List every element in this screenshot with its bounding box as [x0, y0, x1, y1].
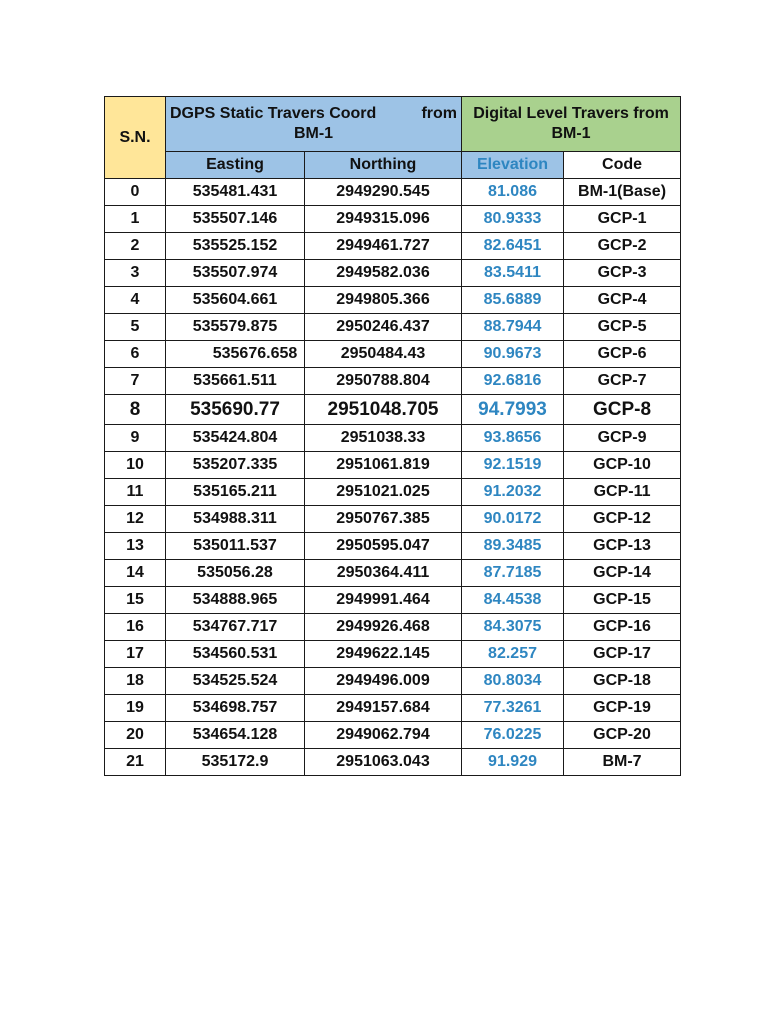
northing-cell: 2949062.794 — [305, 722, 462, 749]
easting-cell: 535172.9 — [166, 749, 305, 776]
table-row — [105, 749, 681, 776]
header-row — [105, 97, 681, 152]
northing-cell: 2950595.047 — [305, 533, 462, 560]
table-row — [105, 533, 681, 560]
northing-cell: 2949991.464 — [305, 587, 462, 614]
easting-cell: 535207.335 — [166, 452, 305, 479]
code-header: Code — [564, 152, 681, 179]
code-cell: GCP-5 — [564, 314, 681, 341]
table-row — [105, 614, 681, 641]
table-row — [105, 668, 681, 695]
easting-cell: 534560.531 — [166, 641, 305, 668]
subheader-row — [105, 152, 681, 179]
northing-cell: 2949315.096 — [305, 206, 462, 233]
easting-cell: 535690.77 — [166, 395, 305, 425]
sn-cell: 20 — [105, 722, 166, 749]
sn-cell: 4 — [105, 287, 166, 314]
code-cell: GCP-7 — [564, 368, 681, 395]
northing-cell: 2949461.727 — [305, 233, 462, 260]
sn-cell: 7 — [105, 368, 166, 395]
sn-cell: 21 — [105, 749, 166, 776]
easting-header: Easting — [166, 152, 305, 179]
code-cell: GCP-11 — [564, 479, 681, 506]
dgps-title-part2: from — [421, 105, 458, 122]
sn-cell: 10 — [105, 452, 166, 479]
northing-cell: 2950788.804 — [305, 368, 462, 395]
easting-cell: 535011.537 — [166, 533, 305, 560]
code-cell: BM-7 — [564, 749, 681, 776]
elevation-cell: 92.6816 — [462, 368, 564, 395]
code-cell: GCP-2 — [564, 233, 681, 260]
code-cell: GCP-17 — [564, 641, 681, 668]
elevation-cell: 82.257 — [462, 641, 564, 668]
easting-cell: 534525.524 — [166, 668, 305, 695]
elevation-cell: 87.7185 — [462, 560, 564, 587]
northing-cell: 2950484.43 — [305, 341, 462, 368]
table-row — [105, 233, 681, 260]
elevation-cell: 80.9333 — [462, 206, 564, 233]
sn-cell: 1 — [105, 206, 166, 233]
code-cell: GCP-6 — [564, 341, 681, 368]
easting-cell: 535481.431 — [166, 179, 305, 206]
easting-cell: 535661.511 — [166, 368, 305, 395]
table-row — [105, 425, 681, 452]
dgps-header — [166, 97, 462, 152]
easting-cell: 534698.757 — [166, 695, 305, 722]
northing-cell: 2949582.036 — [305, 260, 462, 287]
easting-cell: 535424.804 — [166, 425, 305, 452]
table-row — [105, 587, 681, 614]
sn-cell: 15 — [105, 587, 166, 614]
northing-cell: 2951048.705 — [305, 395, 462, 425]
code-cell: GCP-14 — [564, 560, 681, 587]
sn-cell: 9 — [105, 425, 166, 452]
sn-cell: 13 — [105, 533, 166, 560]
sn-cell: 11 — [105, 479, 166, 506]
table-row — [105, 506, 681, 533]
elevation-cell: 84.4538 — [462, 587, 564, 614]
sn-header: S.N. — [105, 97, 166, 179]
elevation-cell: 90.9673 — [462, 341, 564, 368]
elevation-cell: 92.1519 — [462, 452, 564, 479]
table-body — [105, 179, 681, 776]
elevation-cell: 81.086 — [462, 179, 564, 206]
elevation-cell: 90.0172 — [462, 506, 564, 533]
code-cell: GCP-9 — [564, 425, 681, 452]
easting-cell: 535507.146 — [166, 206, 305, 233]
elevation-cell: 77.3261 — [462, 695, 564, 722]
sn-cell: 17 — [105, 641, 166, 668]
northing-cell: 2950364.411 — [305, 560, 462, 587]
dgps-title-line2: BM-1 — [293, 125, 334, 142]
table-row — [105, 560, 681, 587]
table-row — [105, 452, 681, 479]
level-title-line2: BM-1 — [551, 125, 591, 142]
table-row — [105, 695, 681, 722]
elevation-cell: 84.3075 — [462, 614, 564, 641]
easting-cell: 535056.28 — [166, 560, 305, 587]
table-row — [105, 479, 681, 506]
elevation-cell: 93.8656 — [462, 425, 564, 452]
easting-cell: 535165.211 — [166, 479, 305, 506]
elevation-cell: 91.929 — [462, 749, 564, 776]
sn-cell: 19 — [105, 695, 166, 722]
northing-cell: 2949622.145 — [305, 641, 462, 668]
table-row — [105, 641, 681, 668]
elevation-cell: 88.7944 — [462, 314, 564, 341]
northing-cell: 2949157.684 — [305, 695, 462, 722]
code-cell: GCP-18 — [564, 668, 681, 695]
northing-cell: 2950767.385 — [305, 506, 462, 533]
elevation-cell: 83.5411 — [462, 260, 564, 287]
table-row — [105, 287, 681, 314]
survey-table-sheet — [104, 96, 680, 776]
table-row — [105, 179, 681, 206]
code-cell: GCP-12 — [564, 506, 681, 533]
northing-cell: 2951061.819 — [305, 452, 462, 479]
sn-cell: 3 — [105, 260, 166, 287]
elevation-cell: 91.2032 — [462, 479, 564, 506]
table-row — [105, 722, 681, 749]
easting-cell: 534767.717 — [166, 614, 305, 641]
level-title-line1: Digital Level Travers from — [473, 105, 669, 122]
code-cell: GCP-19 — [564, 695, 681, 722]
sn-cell: 14 — [105, 560, 166, 587]
easting-cell: 534654.128 — [166, 722, 305, 749]
elevation-cell: 94.7993 — [462, 395, 564, 425]
level-header — [462, 97, 681, 152]
code-cell: GCP-16 — [564, 614, 681, 641]
northing-cell: 2949290.545 — [305, 179, 462, 206]
northing-cell: 2951021.025 — [305, 479, 462, 506]
code-cell: GCP-1 — [564, 206, 681, 233]
table-row — [105, 395, 681, 425]
easting-cell: 534988.311 — [166, 506, 305, 533]
sn-cell: 18 — [105, 668, 166, 695]
elevation-cell: 85.6889 — [462, 287, 564, 314]
table-row — [105, 341, 681, 368]
northing-cell: 2951038.33 — [305, 425, 462, 452]
code-cell: GCP-3 — [564, 260, 681, 287]
code-cell: BM-1(Base) — [564, 179, 681, 206]
sn-cell: 6 — [105, 341, 166, 368]
elevation-cell: 82.6451 — [462, 233, 564, 260]
code-cell: GCP-8 — [564, 395, 681, 425]
easting-cell: 535579.875 — [166, 314, 305, 341]
table-row — [105, 206, 681, 233]
table-row — [105, 368, 681, 395]
northing-cell: 2950246.437 — [305, 314, 462, 341]
elevation-cell: 76.0225 — [462, 722, 564, 749]
sn-cell: 0 — [105, 179, 166, 206]
code-cell: GCP-4 — [564, 287, 681, 314]
code-cell: GCP-13 — [564, 533, 681, 560]
sn-cell: 16 — [105, 614, 166, 641]
easting-cell: 535604.661 — [166, 287, 305, 314]
table-row — [105, 260, 681, 287]
sn-cell: 5 — [105, 314, 166, 341]
code-cell: GCP-10 — [564, 452, 681, 479]
sn-cell: 2 — [105, 233, 166, 260]
easting-cell: 535507.974 — [166, 260, 305, 287]
northing-cell: 2949805.366 — [305, 287, 462, 314]
northing-cell: 2949496.009 — [305, 668, 462, 695]
northing-header: Northing — [305, 152, 462, 179]
elevation-cell: 80.8034 — [462, 668, 564, 695]
code-cell: GCP-20 — [564, 722, 681, 749]
northing-cell: 2951063.043 — [305, 749, 462, 776]
easting-cell: 535525.152 — [166, 233, 305, 260]
easting-cell: 535676.658 — [166, 341, 305, 368]
code-cell: GCP-15 — [564, 587, 681, 614]
elevation-header: Elevation — [462, 152, 564, 179]
dgps-title-part1: DGPS Static Travers Coord — [170, 105, 377, 122]
easting-cell: 534888.965 — [166, 587, 305, 614]
elevation-cell: 89.3485 — [462, 533, 564, 560]
survey-table — [104, 96, 681, 776]
sn-cell: 8 — [105, 395, 166, 425]
northing-cell: 2949926.468 — [305, 614, 462, 641]
sn-cell: 12 — [105, 506, 166, 533]
table-row — [105, 314, 681, 341]
